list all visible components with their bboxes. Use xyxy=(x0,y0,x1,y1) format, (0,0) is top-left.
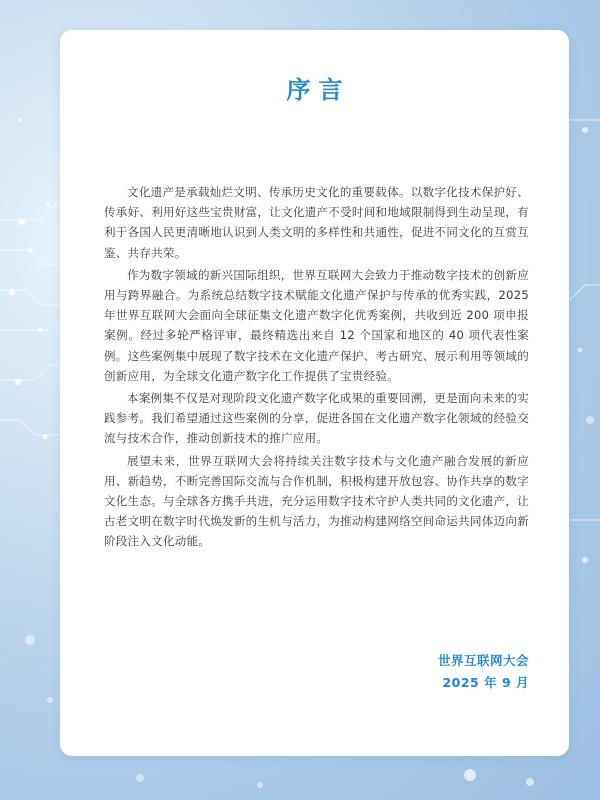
paragraph-4: 展望未来，世界互联网大会将持续关注数字技术与文化遗产融合发展的新应用、新趋势，不断完善国际交流与合作机制，积极构建开放包容、协作共享的数字文化生态。与全球各方携手共进，充分运用数字技术守护人类共同的文化遗产，让古老文明在数字时代焕发新的生机与活力，为推动构建网络空间命运共同体迈向新阶段注入文化动能。 xyxy=(104,453,529,549)
paragraph-3: 本案例集不仅是对现阶段文化遗产数字化成果的重要回溯，更是面向未来的实践参考。我们希望通过这些案例的分享，促进各国在文化遗产数字化领域的经验交流与技术合作，推动创新技术的推广应用。 xyxy=(104,391,529,446)
signature-block xyxy=(438,650,529,694)
paragraph-2: 作为数字领域的新兴国际组织，世界互联网大会致力于推动数字技术的创新应用与跨界融合。为系统总结数字技术赋能文化遗产保护与传承的优秀实践，2025 年世界互联网大会面向全球征集文化遗产数字化优秀案例，共收到近 200 项申报案例。经过多轮严格评审，最终精选出来自 12 个国家和地区的 40 项代表性案例。这些案例集中展现了数字技术在文化遗产保护、考古研究、展示利用等领域的创新应用，为全球文化遗产数字化工作提供了宝贵经验。 xyxy=(104,267,529,383)
page-title: 序言 xyxy=(286,76,351,104)
paragraph-1: 文化遗产是承载灿烂文明、传承历史文化的重要载体。以数字化技术保护好、传承好、利用好这些宝贵财富，让文化遗产不受时间和地域限制得到生动呈现，有利于各国人民更清晰地认识到人类文明的多样性和共通性，促进不同文化的互赏互鉴、共存共荣。 xyxy=(104,185,529,260)
signature-date: 2025 年 9 月 xyxy=(442,675,529,690)
signature-organization: 世界互联网大会 xyxy=(437,653,529,668)
preface-body xyxy=(104,182,529,554)
preface-card xyxy=(60,30,569,756)
